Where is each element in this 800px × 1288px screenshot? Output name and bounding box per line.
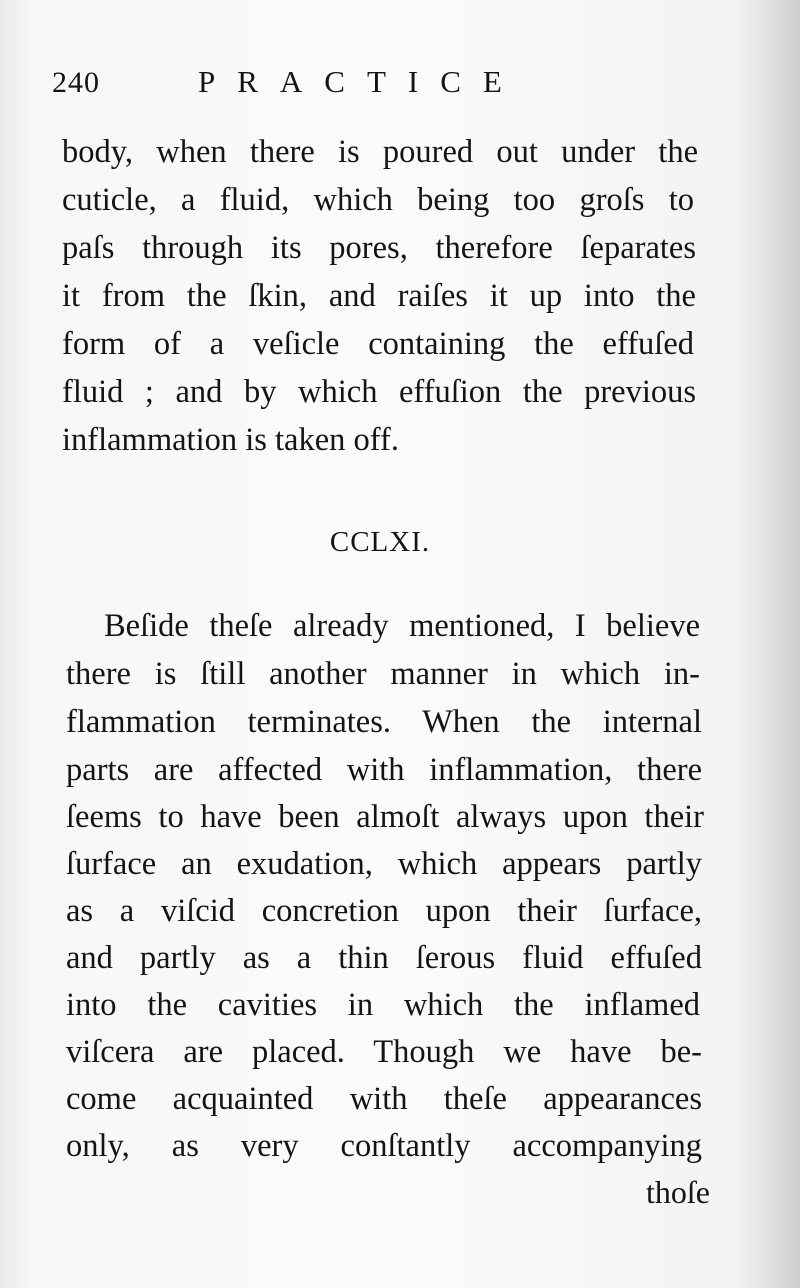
running-head: PRACTICE <box>198 64 524 99</box>
text-line: body, when there is poured out under the <box>62 134 698 170</box>
text-line: and partly as a thin ſerous fluid effuſed <box>66 940 702 976</box>
text-line: flammation terminates. When the internal <box>66 704 702 740</box>
text-line: ſeems to have been almoſt always upon their <box>66 799 704 835</box>
text-line: viſcera are placed. Though we have be- <box>66 1034 702 1070</box>
text-line: form of a veſicle containing the effuſed <box>62 326 694 362</box>
text-line: paſs through its pores, therefore ſeparates <box>62 230 696 266</box>
text-line: only, as very conſtantly accompanying <box>66 1128 702 1164</box>
text-line: cuticle, a fluid, which being too groſs to <box>62 182 694 218</box>
text-line: as a viſcid concretion upon their ſurface, <box>66 893 702 929</box>
page-number: 240 <box>52 66 100 99</box>
text-line: parts are affected with inflammation, there <box>66 752 702 788</box>
text-line: Beſide theſe already mentioned, I believe <box>104 608 700 644</box>
text-line: inflammation is taken off. <box>62 422 399 458</box>
text-line: come acquainted with theſe appearances <box>66 1081 702 1117</box>
text-line: into the cavities in which the inflamed <box>66 987 700 1023</box>
section-heading: CCLXI. <box>329 526 431 558</box>
catchword: thoſe <box>646 1174 710 1210</box>
text-line: fluid ; and by which effuſion the previous <box>62 374 696 410</box>
text-line: there is ſtill another manner in which in- <box>66 656 700 692</box>
text-line: ſurface an exudation, which appears partly <box>66 846 702 882</box>
text-line: it from the ſkin, and raiſes it up into the <box>62 278 696 314</box>
